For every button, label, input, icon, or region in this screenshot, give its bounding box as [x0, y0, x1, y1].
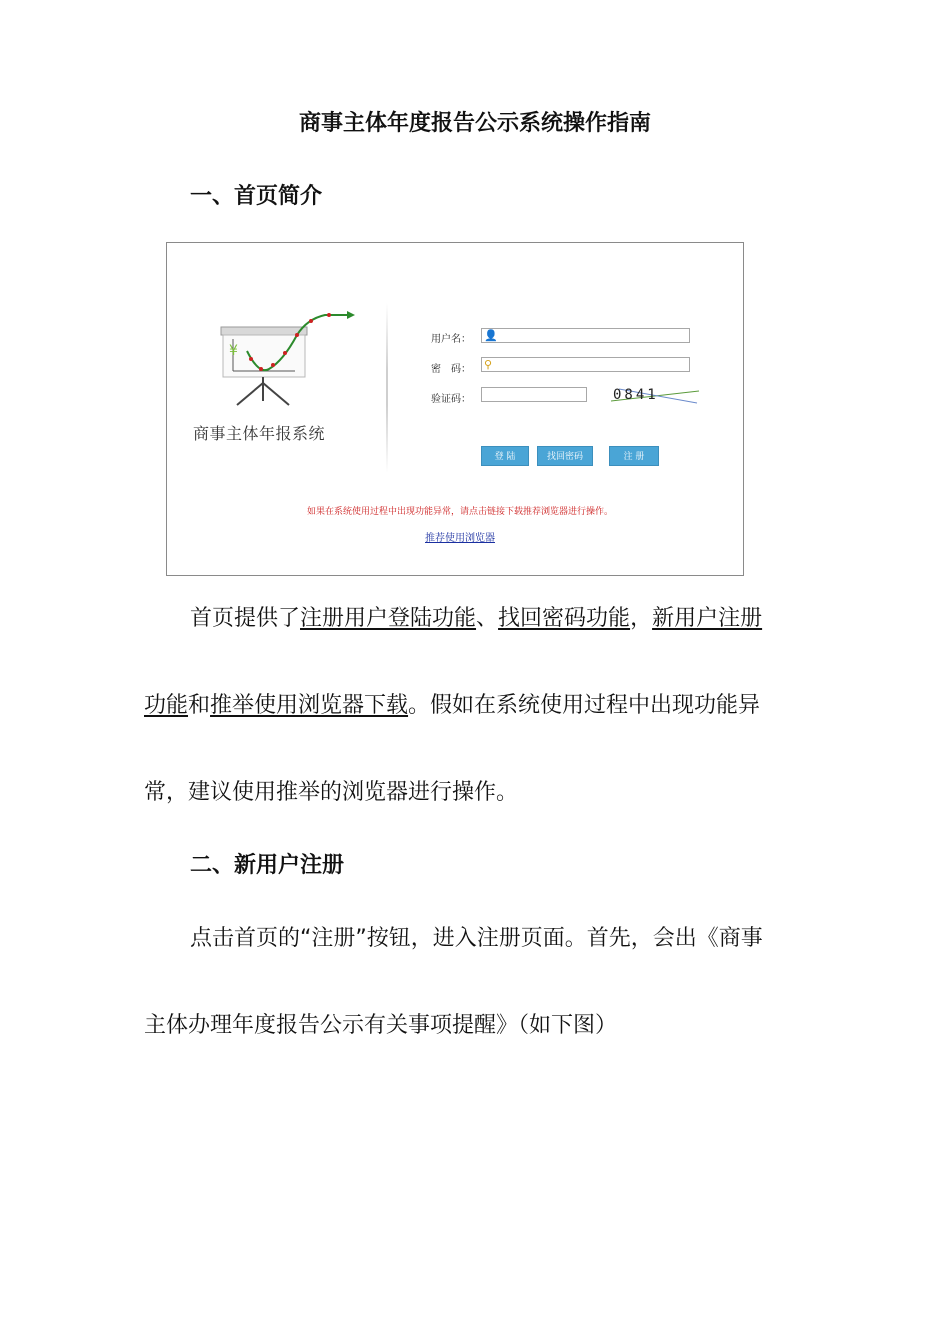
captcha-label: 验证码：: [431, 394, 471, 405]
password-input[interactable]: [481, 357, 690, 372]
login-page-screenshot: [166, 242, 744, 576]
paragraph-line: [190, 603, 762, 635]
key-icon: ⚲: [484, 358, 493, 371]
projector-chart-logo-icon: [207, 303, 367, 413]
captcha-image[interactable]: [611, 385, 701, 407]
paragraph-line: 点击首页的“注册”按钮，进入注册页面。首先，会出《商事: [190, 926, 763, 951]
password-label: 密 码：: [431, 364, 471, 375]
paragraph-line: [144, 690, 760, 722]
text-span: 和: [188, 693, 211, 718]
text-span: 、: [476, 606, 499, 631]
text-span: 首页提供了: [190, 606, 301, 631]
feature-recover-text: 找回密码功能: [498, 606, 631, 631]
username-label: 用户名：: [431, 334, 471, 345]
recover-password-button[interactable]: 找回密码: [537, 446, 593, 466]
feature-browser-text: 推举使用浏览器下载: [210, 693, 409, 718]
captcha-input[interactable]: [481, 387, 587, 402]
feature-register-text: 新用户注册: [652, 606, 763, 631]
feature-register-text-cont: 功能: [144, 693, 189, 718]
text-span: ，: [630, 606, 653, 631]
feature-login-text: 注册用户登陆功能: [300, 606, 477, 631]
captcha-code: 0841: [613, 387, 659, 403]
section-heading-homepage: 一、首页简介: [190, 184, 323, 209]
paragraph-line: 主体办理年度报告公示有关事项提醒》（如下图）: [144, 1013, 618, 1038]
browser-notice: 如果在系统使用过程中出现功能异常，请点击链接下载推荐浏览器进行操作。: [306, 507, 613, 517]
text-span: 。假如在系统使用过程中出现功能异: [408, 693, 761, 718]
recommended-browser-link[interactable]: 推荐使用浏览器: [425, 533, 495, 544]
paragraph-line: 常，建议使用推举的浏览器进行操作。: [144, 780, 519, 805]
system-logo-text: 商事主体年报系统: [193, 424, 326, 443]
document-title: 商事主体年度报告公示系统操作指南: [298, 111, 651, 136]
user-icon: 👤: [484, 329, 498, 342]
section-heading-register: 二、新用户注册: [190, 853, 345, 878]
username-input[interactable]: [481, 328, 690, 343]
register-button[interactable]: 注 册: [609, 446, 659, 466]
login-button[interactable]: 登 陆: [481, 446, 529, 466]
svg-text:¥: ¥: [229, 343, 238, 359]
divider: [386, 303, 388, 473]
